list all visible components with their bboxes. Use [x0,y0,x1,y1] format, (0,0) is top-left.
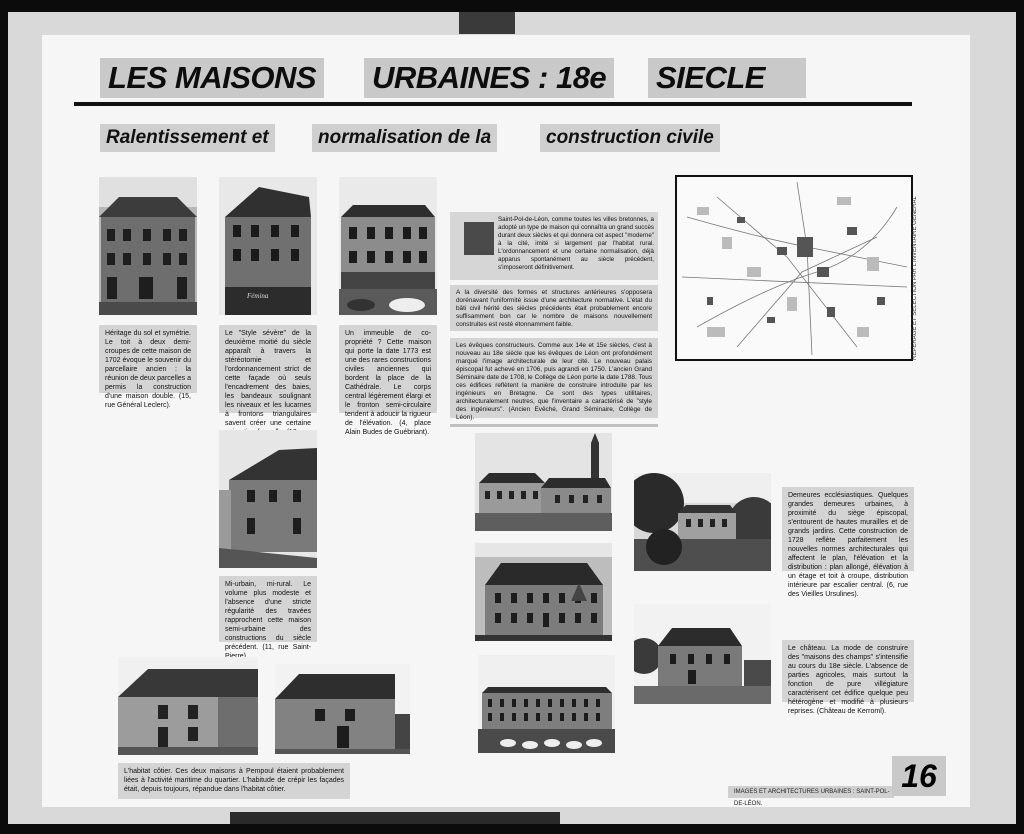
mounting-rail-bottom [230,812,560,824]
intro-divider [450,424,658,427]
caption-mi-urbain: Mi-urbain, mi-rural. Le volume plus modeste et l'absence d'une stricte régularité des travées rapprochent cette maison semi-urbaine des constructions du siècle précédent. (11, rue Saint- [219,576,317,642]
footer-credit: IMAGES ET ARCHITECTURES URBAINES : SAINT-POL-DE-LÉON. [728,786,894,798]
map-credit: REPÉRAGE ET SÉLECTION PAR L'INVENTAIRE GÉNÉRAL [912,196,918,360]
caption-demeures-ecclesiastiques: Demeures ecclésiastiques. Quelques grandes demeures urbaines, à proximité du siège épiscopal, s'entourent de hautes murailles et de grands jardins. Cette construction de 1728 reflète parfaitement les nouvelles normes architecturales qui affectent le plan, l'élévation et la distribution : plan allongé, élévation à un étage et toit à croupe, distribution intérieure par escalier central. (6, rue des Vieilles Ursulines). [782,487,914,571]
photo-ancien-eveche [475,433,612,531]
photo-immeuble-copropriete [339,177,437,315]
title-part-1: LES MAISONS [100,58,324,98]
title-rule [74,102,912,106]
photo-chateau [634,604,771,704]
page-number: 16 [892,756,946,796]
subtitle-part-1: Ralentissement et [100,124,275,152]
title-part-2: URBAINES : 18e [364,58,614,98]
caption-copropriete: Un immeuble de co-propriété ? Cette maison qui porte la date 1773 est une des rares constructions civiles anciennes qui bordent la place de la Cathédrale. Le corps central légèrement élargi et le fronton semi-circulaire tendent à adoucir la rigueur de l'élévation. (4, place Alain Budes de Guébriant). [339,325,437,413]
photo-grand-seminaire [475,543,612,641]
photo-demeure-ecclesiastique [634,473,771,571]
caption-chateau: Le château. La mode de construire des "maisons des champs" s'intensifie au cours du 18e siècle. L'absence de parties agricoles, mais surtout la fonction de pure villégiature caractérisent cet édifice quelque peu hétérogène et modifié à plusieurs reprises. (Château de Kerroml). [782,640,914,702]
photo-habitat-cotier-1 [118,657,258,755]
photo-habitat-cotier-2 [275,664,410,754]
subtitle-part-3: construction civile [540,124,720,152]
subtitle-part-2: normalisation de la [312,124,497,152]
intro-square-marker [464,222,494,255]
photo-college-de-leon [478,655,615,753]
mounting-clip-top [459,12,515,34]
caption-heritage: Héritage du sol et symétrie. Le toit à deux demi-croupes de cette maison de 1702 évoque le souvenir du parcellaire ancien : la réunion de deux parcelles a permis la construction d'une maison double. (15, rue Général Leclerc). [99,325,197,393]
town-map [675,175,913,361]
intro-paragraph-3: Les évêques constructeurs. Comme aux 14e et 15e siècles, c'est à nouveau au 18e siècle que les évêques de Léon ont profondément marqué l'image architecturale de leur cité. Le nouveau palais épiscopal fut achevé en 1706, puis agrandi en 1750. L'ancien Grand Séminaire date de 1708, le Collège de Léon porte la date 1788. Tous ces édifices reflètent la manière de construire introduite par les ingénieurs en Bretagne. Ce sont des types utilitaires, architecturalement neutres, que l'inventaire a caractérisé de "style des ingénieurs". (Ancien Evêché, Grand Séminaire, Collège de Léon). [450,338,658,418]
photo-maison-double [99,177,197,315]
photo-style-severe [219,177,317,315]
caption-style-severe: Le "Style sévère" de la deuxième moitié du siècle apparaît à travers la stéréotomie et l'ordonnancement strict de cette façade où seuls l'encadrement des baies, les bandeaux soulignant les niveaux et les lucarnes à frontons triangulaires savent créer une certaine [219,325,317,413]
photo-mi-urbain [219,430,317,568]
intro-paragraph-2: A la diversité des formes et structures antérieures s'opposera dorénavant l'uniformité issue d'une architecture normative. L'état du bâti civil hérité des siècles précédents était probablement encore suffisamment bon car le nombre de maisons nouvellement construites est resté étonnamment faible. [450,285,658,331]
caption-habitat-cotier: L'habitat côtier. Ces deux maisons à Pempoul étaient probablement liées à l'activité maritime du quartier. L'habitude de crépir les façades était, depuis toujours, répandue dans l'habitat côtier. [118,763,350,799]
shop-sign-text: Fémina [247,292,269,300]
title-part-3: SIECLE [648,58,806,98]
intro-paragraph-1: Saint-Pol-de-Léon, comme toutes les villes bretonnes, a adopté un type de maison qui connaîtra un grand succès durant deux siècles et qui donnera cet aspect "moderne" à la cité, imité si largement par l'habitat rural. L'ordonnancement et une certaine normalisation, déjà apparus spontanément au siècle précédent, s'imposeront définitivement. [498,216,654,271]
